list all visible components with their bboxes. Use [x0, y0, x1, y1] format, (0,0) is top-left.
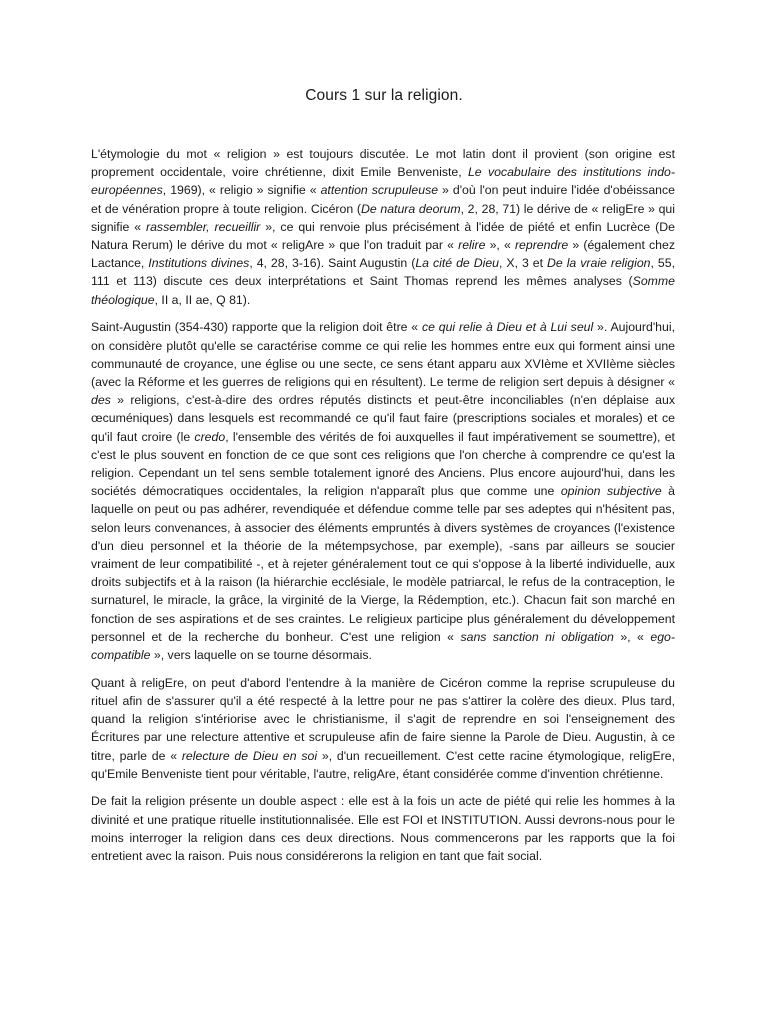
- text-run: , l'ensemble des vérités de foi auxquelles il faut impérativement se soumettre), et c'est le plus souvent en fonction de ce que sont ces religions que l'on cherche à comprendre ce qu'est la religion. Cependant un tel sens semble totalement ignoré des Anciens. Plus encore aujourd'hui, dans les sociétés démocratiques occidentales, la religion n'apparaît plus que comme une: [91, 429, 675, 499]
- italic-text-run: credo: [194, 429, 226, 444]
- document-body: [91, 145, 675, 875]
- italic-text-run: des: [91, 393, 111, 408]
- italic-text-run: La cité de Dieu: [415, 256, 500, 271]
- paragraph-etymology: [91, 145, 675, 309]
- text-run: , 1969), « religio » signifie «: [162, 183, 321, 198]
- italic-text-run: attention scrupuleuse: [320, 183, 439, 198]
- text-run: , 55, 111 et 113) discute ces deux interprétations et Saint Thomas reprend les mêmes analyses (: [91, 256, 675, 289]
- italic-text-run: relecture de Dieu en soi: [181, 748, 318, 763]
- paragraph-augustin: [91, 318, 675, 664]
- italic-text-run: ego-compatible: [91, 629, 675, 662]
- text-run: , 2, 28, 71) le dérive de « religEre » qui signifie «: [91, 201, 675, 234]
- italic-text-run: Le vocabulaire des institutions indo-européennes: [91, 165, 675, 198]
- italic-text-run: opinion subjective: [560, 484, 662, 499]
- italic-text-run: rassembler, recueillir: [146, 219, 261, 234]
- text-run: à laquelle on peut ou pas adhérer, revendiquée et défendue comme telle par ses adeptes qui n'hésitent pas, selon leurs convenances, à associer des éléments empruntés à divers systèmes de croyances (l'existence d'un dieu personnel et la théorie de la métempsychose, par exemple), -sans par ailleurs se soucier vraiment de leur compatibilité -, et à rejeter généralement tout ce qui s'oppose à la liberté individuelle, aux droits subjectifs et à la raison (la hiérarchie ecclésiale, le modèle patriarcal, le refus de la contraception, le surnaturel, le miracle, la grâce, la virginité de la Vierge, la Rédemption, etc.). Chacun fait son marché en fonction de ses aspirations et de ses craintes. Le religieux participe plus généralement du développement personnel et de la recherche du bonheur. C'est une religion «: [91, 484, 675, 644]
- text-run: , X, 3 et: [499, 256, 548, 271]
- italic-text-run: De la vraie religion: [547, 256, 651, 271]
- text-run: », «: [613, 629, 651, 644]
- italic-text-run: De natura deorum: [360, 201, 461, 216]
- text-run: », d'un recueillement. C'est cette racine étymologique, religEre, qu'Emile Benveniste tient pour véritable, l'autre, religAre, étant considérée comme d'invention chrétienne.: [91, 748, 675, 781]
- text-run: L'étymologie du mot « religion » est toujours discutée. Le mot latin dont il provient (son origine est proprement occidentale, voire chrétienne, dixit Emile Benveniste,: [91, 147, 675, 180]
- text-run: , 4, 28, 3-16). Saint Augustin (: [249, 256, 416, 271]
- text-run: » d'où l'on peut induire l'idée d'obéissance et de vénération propre à toute religion. Cicéron (: [91, 183, 675, 216]
- italic-text-run: Institutions divines: [148, 256, 250, 271]
- text-run: » religions, c'est-à-dire des ordres réputés distincts et peut-être inconciliables (n'en déplaise aux œcuméniques) dans lesquels est recommandé ce qu'il faut faire (prescriptions sociales et morales) et ce qu'il faut croire (le: [91, 393, 675, 444]
- text-run: », ce qui renvoie plus précisément à l'idée de piété et enfin Lucrèce (De Natura Rerum) le dérive du mot « religAre » que l'on traduit par «: [91, 219, 675, 253]
- text-run: Quant à religEre, on peut d'abord l'entendre à la manière de Cicéron comme la reprise scrupuleuse du rituel afin de s'assurer qu'il a été respecté à la lettre pour ne pas s'attirer la colère des dieux. Plus tard, quand la religion s'intériorise avec le christianisme, il s'agit de reprendre en soi l'enseignement des Écritures par une relecture attentive et scrupuleuse afin de faire sienne la Parole de Dieu. Augustin, à ce titre, parle de «: [91, 675, 675, 763]
- paragraph-religere: [91, 674, 675, 783]
- text-run: » (également chez Lactance,: [91, 238, 675, 271]
- italic-text-run: reprendre: [514, 238, 569, 253]
- text-run: », «: [485, 238, 515, 253]
- italic-text-run: ce qui relie à Dieu et à Lui seul: [421, 320, 594, 335]
- italic-text-run: Somme théologique: [91, 274, 675, 307]
- text-run: Saint-Augustin (354-430) rapporte que la religion doit être «: [91, 320, 422, 335]
- text-run: », vers laquelle on se tourne désormais.: [150, 647, 372, 662]
- text-run: ». Aujourd'hui, on considère plutôt qu'elle se caractérise comme ce qui relie les hommes entre eux qui forment ainsi une communauté de croyance, une église ou une secte, ce sens étant apparu aux XVIème et XVIIème siècles (avec la Réforme et les guerres de religions qui en résultent). Le terme de religion sert depuis à désigner «: [91, 320, 675, 389]
- text-run: , II a, II ae, Q 81).: [154, 292, 251, 307]
- paragraph-double-aspect: [91, 792, 675, 865]
- italic-text-run: sans sanction ni obligation: [460, 629, 614, 644]
- page-title: Cours 1 sur la religion.: [305, 87, 463, 104]
- text-run: De fait la religion présente un double aspect : elle est à la fois un acte de piété qui relie les hommes à la divinité et une pratique rituelle institutionnalisée. Elle est FOI et INSTITUTION. Aussi devrons-nous pour le moins interroger la religion dans ces deux directions. Nous commencerons par les rapports que la foi entretient avec la raison. Puis nous considérerons la religion en tant que fait social.: [91, 794, 675, 864]
- italic-text-run: relire: [458, 238, 486, 253]
